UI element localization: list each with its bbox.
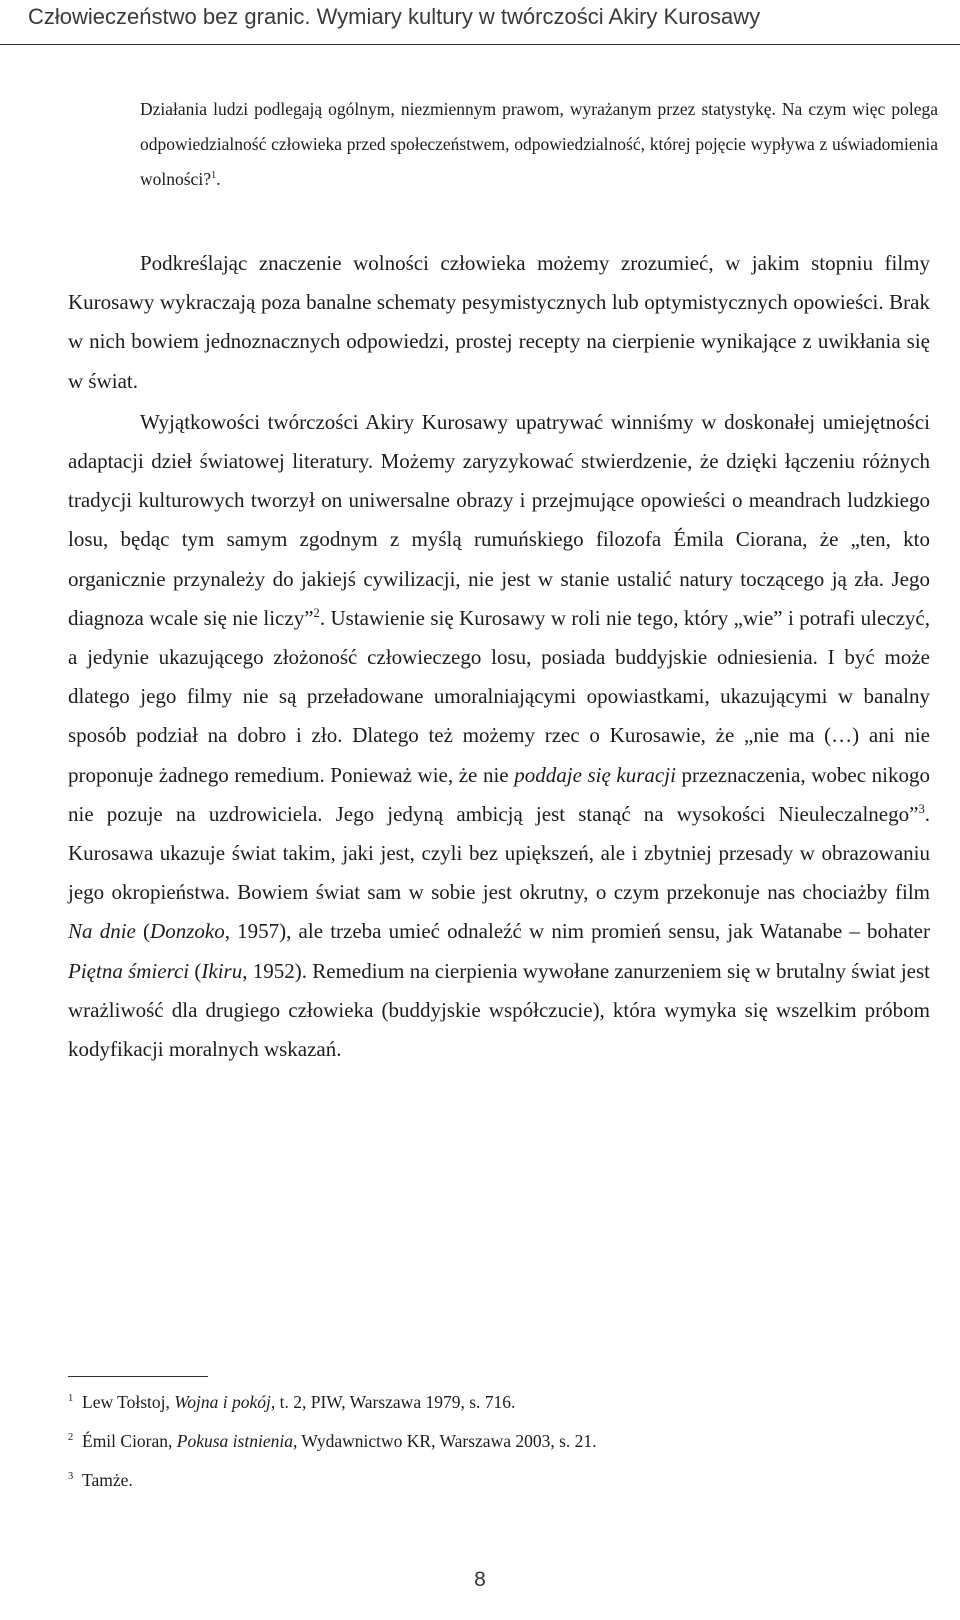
- p2-italic-1: poddaje się kuracji: [514, 762, 676, 787]
- p2-segment-6: , 1957), ale trzeba umieć odnaleźć w nim promień sensu, jak Watanabe – bohater: [224, 919, 930, 944]
- paragraph-1: [68, 244, 930, 401]
- p2-segment-3: przeznaczenia, wobec nikogo nie pozuje na uzdrowiciela. Jego jedyną ambicją jest stanąć na wysokości Nieuleczalnego”: [68, 762, 930, 826]
- footnote-1: $^1$ Lew Tołstoj, Wojna i pokój, t. 2, PIW, Warszawa 1979, s. 716.: [68, 1392, 516, 1412]
- paragraph-2: [68, 403, 930, 1069]
- footnote-2: $^2$ Émil Cioran, Pokusa istnienia, Wydawnictwo KR, Warszawa 2003, s. 21.: [68, 1431, 597, 1451]
- footnote-pre: Tamże.: [82, 1470, 133, 1490]
- footnote-title: Pokusa istnienia: [176, 1431, 293, 1451]
- footnote-post: , Wydawnictwo KR, Warszawa 2003, s. 21.: [292, 1431, 597, 1451]
- body-text: [68, 244, 930, 1069]
- p2-segment-4: . Kurosawa ukazuje świat takim, jaki jest, czyli bez upiększeń, ale i zbytniej przesady w obrazowaniu jego okropieństwa. Bowiem świat sam w sobie jest okrutny, o czym przekonuje nas chociażby film: [68, 801, 930, 905]
- p2-segment-7: (: [189, 958, 202, 983]
- footnote-pre: Émil Cioran,: [82, 1431, 177, 1451]
- p2-segment-1: Wyjątkowości twórczości Akiry Kurosawy upatrywać winniśmy w doskonałej umiejętności adaptacji dzieł światowej literatury. Możemy zaryzykować stwierdzenie, że dzięki łączeniu różnych tradycji kulturowych tworzył on uniwersalne obrazy i przejmujące opowieści o meandrach ludzkiego losu, będąc tym samym zgodnym z myślą rumuńskiego filozofa Émila Ciorana, że „ten, kto organicznie przynależy do jakiejś cywilizacji, nie jest w stanie ustalić natury toczącego ją zła. Jego diagnoza wcale się nie liczy”: [68, 409, 930, 630]
- page-number: 8: [474, 1568, 486, 1591]
- running-head: Człowieczeństwo bez granic. Wymiary kultury w twórczości Akiry Kurosawy: [28, 4, 761, 29]
- footnote-ref-2[interactable]: 2: [313, 605, 320, 620]
- block-quote: [140, 92, 938, 197]
- p2-segment-8: , 1952). Remedium na cierpienia wywołane zanurzeniem się w brutalny świat jest wrażliwość dla drugiego człowieka (buddyjskie współczucie), która wymyka się wszelkim próbom kodyfikacji moralnych wskazań.: [68, 958, 930, 1062]
- header-rule: [0, 44, 960, 45]
- footnote-ref-3[interactable]: 3: [918, 801, 925, 816]
- footnote-rule: [68, 1376, 208, 1377]
- film-title-ikiru: Ikiru: [201, 958, 243, 983]
- footnote-3: $^3$ Tamże.: [68, 1470, 133, 1490]
- film-title-pietna-smierci: Piętna śmierci: [68, 958, 190, 983]
- footnote-ref-1[interactable]: 1: [210, 170, 217, 182]
- film-title-donzoko: Donzoko: [150, 919, 225, 944]
- footnote-post: , t. 2, PIW, Warszawa 1979, s. 716.: [270, 1392, 516, 1412]
- paragraph-1-text: Podkreślając znaczenie wolności człowieka możemy zrozumieć, w jakim stopniu filmy Kurosawy wykraczają poza banalne schematy pesymistycznych lub optymistycznych opowieści. Brak w nich bowiem jednoznacznych odpowiedzi, prostej recepty na cierpienie wynikające z uwikłania się w świat.: [68, 251, 930, 393]
- p2-segment-5: (: [135, 919, 151, 944]
- quote-tail: .: [216, 169, 221, 189]
- film-title-na-dnie: Na dnie: [68, 919, 136, 944]
- footnotes: [68, 1390, 930, 1507]
- quote-text: Działania ludzi podlegają ogólnym, niezmiennym prawom, wyrażanym przez statystykę. Na czym więc polega odpowiedzialność człowieka przed społeczeństwem, odpowiedzialność, której pojęcie wypływa z uświadomienia wolności?: [140, 99, 938, 189]
- footnote-pre: Lew Tołstoj,: [82, 1392, 175, 1412]
- p2-segment-2: . Ustawienie się Kurosawy w roli nie tego, który „wie” i potrafi uleczyć, a jedynie ukazującego złożoność człowieczego losu, posiada buddyjskie odniesienia. I być może dlatego jego filmy nie są przeładowane umoralniającymi opowiastkami, ukazującymi w banalny sposób podział na dobro i zło. Dlatego też możemy rzec o Kurosawie, że „nie ma (…) ani nie proponuje żadnego remedium. Ponieważ wie, że nie: [68, 605, 930, 787]
- footnote-title: Wojna i pokój: [174, 1392, 271, 1412]
